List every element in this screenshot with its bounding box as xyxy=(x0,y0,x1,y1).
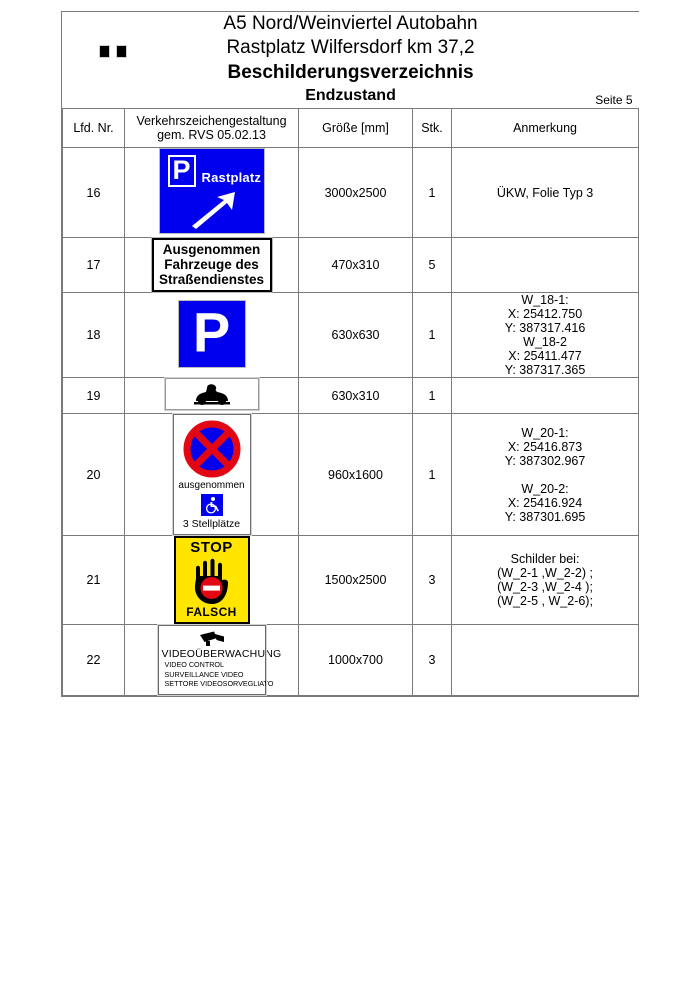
note-line: (W_2-5 , W_2-6); xyxy=(497,594,593,608)
header-qty: Stk. xyxy=(413,109,452,148)
note-value: ÜKW, Folie Typ 3 xyxy=(452,148,639,238)
hand-symbol xyxy=(176,556,248,606)
camera-icon xyxy=(197,630,227,648)
video-sub-2: SURVEILLANCE VIDEO xyxy=(164,669,244,679)
note-value xyxy=(452,625,639,696)
video-title: VIDEOÜBERWACHUNG xyxy=(161,648,282,660)
note-line: Schilder bei: xyxy=(510,552,580,566)
title-line-3: Beschilderungsverzeichnis xyxy=(227,62,474,83)
video-surveillance-sign xyxy=(158,625,282,695)
note-coordinates xyxy=(452,414,639,536)
logo-mark xyxy=(99,45,127,58)
note-coordinates xyxy=(452,293,639,378)
signage-table xyxy=(62,12,639,696)
sign-graphic-cell xyxy=(125,625,299,696)
qty-value: 3 xyxy=(413,536,452,625)
title-line-2: Rastplatz Wilfersdorf km 37,2 xyxy=(226,37,475,58)
row-number: 18 xyxy=(63,293,125,378)
falsch-label: FALSCH xyxy=(186,605,237,619)
row-number: 22 xyxy=(63,625,125,696)
stop-label: STOP xyxy=(190,539,233,556)
wheelchair-symbol xyxy=(201,494,223,516)
header-size: Größe [mm] xyxy=(299,109,413,148)
size-value: 3000x2500 xyxy=(299,148,413,238)
parking-p-box xyxy=(168,155,196,187)
title-row xyxy=(63,12,639,109)
qty-value: 3 xyxy=(413,625,452,696)
parking-p-letter: P xyxy=(172,154,191,185)
sign-graphic-cell xyxy=(125,293,299,378)
size-value: 630x310 xyxy=(299,378,413,414)
note-line: Y: 387317.365 xyxy=(504,363,586,377)
stop-falsch-sign xyxy=(174,536,250,624)
page-number: Seite 5 xyxy=(595,93,633,107)
parking-p-letter: P xyxy=(192,299,231,363)
header-note: Anmerkung xyxy=(452,109,639,148)
wheelchair-icon xyxy=(203,496,221,514)
note-line: W_18-2 xyxy=(523,335,567,349)
qty-value: 1 xyxy=(413,378,452,414)
exception-line-1: Ausgenommen xyxy=(162,242,261,257)
table-header-row xyxy=(63,109,639,148)
note-line: X: 25412.750 xyxy=(507,307,583,321)
exception-label: ausgenommen xyxy=(178,480,245,491)
vehicle-icon xyxy=(190,382,234,406)
vehicle-pictogram-sign xyxy=(165,378,259,410)
sign-graphic-cell xyxy=(125,536,299,625)
header-design-line-1: Verkehrszeichengestaltung xyxy=(136,114,287,128)
table-row xyxy=(63,625,639,696)
no-stopping-disabled-sign xyxy=(173,414,251,535)
video-sub-3: SETTORE VIDEOSORVEGLIATO xyxy=(164,679,274,688)
size-value: 470x310 xyxy=(299,238,413,293)
row-number: 17 xyxy=(63,238,125,293)
note-line: W_18-1: xyxy=(521,293,569,307)
signage-table-document xyxy=(61,11,639,697)
header-nr: Lfd. Nr. xyxy=(63,109,125,148)
exception-text-sign xyxy=(152,238,272,292)
row-number: 16 xyxy=(63,148,125,238)
table-row xyxy=(63,238,639,293)
title-line-1: A5 Nord/Weinviertel Autobahn xyxy=(223,13,478,34)
qty-value: 1 xyxy=(413,148,452,238)
sign-graphic-cell xyxy=(125,238,299,293)
header-design xyxy=(125,109,299,148)
note-line: X: 25411.477 xyxy=(508,349,582,363)
table-row xyxy=(63,414,639,536)
note-value xyxy=(452,238,639,293)
qty-value: 1 xyxy=(413,414,452,536)
sign-graphic-cell xyxy=(125,378,299,414)
size-value: 1000x700 xyxy=(299,625,413,696)
header-design-line-2: gem. RVS 05.02.13 xyxy=(157,128,266,142)
table-row xyxy=(63,536,639,625)
note-line: Y: 387301.695 xyxy=(504,509,586,524)
video-sub-1: VIDEO CONTROL xyxy=(164,660,225,669)
note-line: (W_2-1 ,W_2-2) ; xyxy=(497,566,593,580)
rastplatz-label: Rastplatz xyxy=(201,170,262,185)
no-stopping-icon xyxy=(183,420,241,478)
note-sign-positions xyxy=(452,536,639,625)
note-line: Y: 387317.416 xyxy=(504,321,586,335)
note-line: X: 25416.873 xyxy=(507,439,583,454)
note-line: (W_2-3 ,W_2-4 ); xyxy=(497,580,593,594)
title-block xyxy=(63,12,639,109)
note-line: W_20-1: xyxy=(521,425,569,440)
note-value xyxy=(452,378,639,414)
sign-graphic-cell xyxy=(125,414,299,536)
exception-line-2: Fahrzeuge des xyxy=(164,257,259,272)
title-line-4: Endzustand xyxy=(305,87,396,104)
table-row xyxy=(63,293,639,378)
qty-value: 5 xyxy=(413,238,452,293)
exception-line-3: Straßendienstes xyxy=(158,272,265,287)
note-line: Y: 387302.967 xyxy=(504,453,586,468)
note-line: W_20-2: xyxy=(521,481,569,496)
size-value: 630x630 xyxy=(299,293,413,378)
camera-symbol xyxy=(162,629,262,648)
diagonal-arrow-icon xyxy=(188,189,240,229)
row-number: 19 xyxy=(63,378,125,414)
table-row xyxy=(63,378,639,414)
table-row xyxy=(63,148,639,238)
parking-sign xyxy=(178,300,246,368)
rastplatz-sign xyxy=(159,148,265,234)
row-number: 21 xyxy=(63,536,125,625)
sign-graphic-cell xyxy=(125,148,299,238)
spaces-label: 3 Stellplätze xyxy=(182,518,241,530)
row-number: 20 xyxy=(63,414,125,536)
note-line: X: 25416.924 xyxy=(507,495,583,510)
note-line xyxy=(452,468,638,482)
hand-icon xyxy=(183,556,241,606)
size-value: 960x1600 xyxy=(299,414,413,536)
size-value: 1500x2500 xyxy=(299,536,413,625)
qty-value: 1 xyxy=(413,293,452,378)
